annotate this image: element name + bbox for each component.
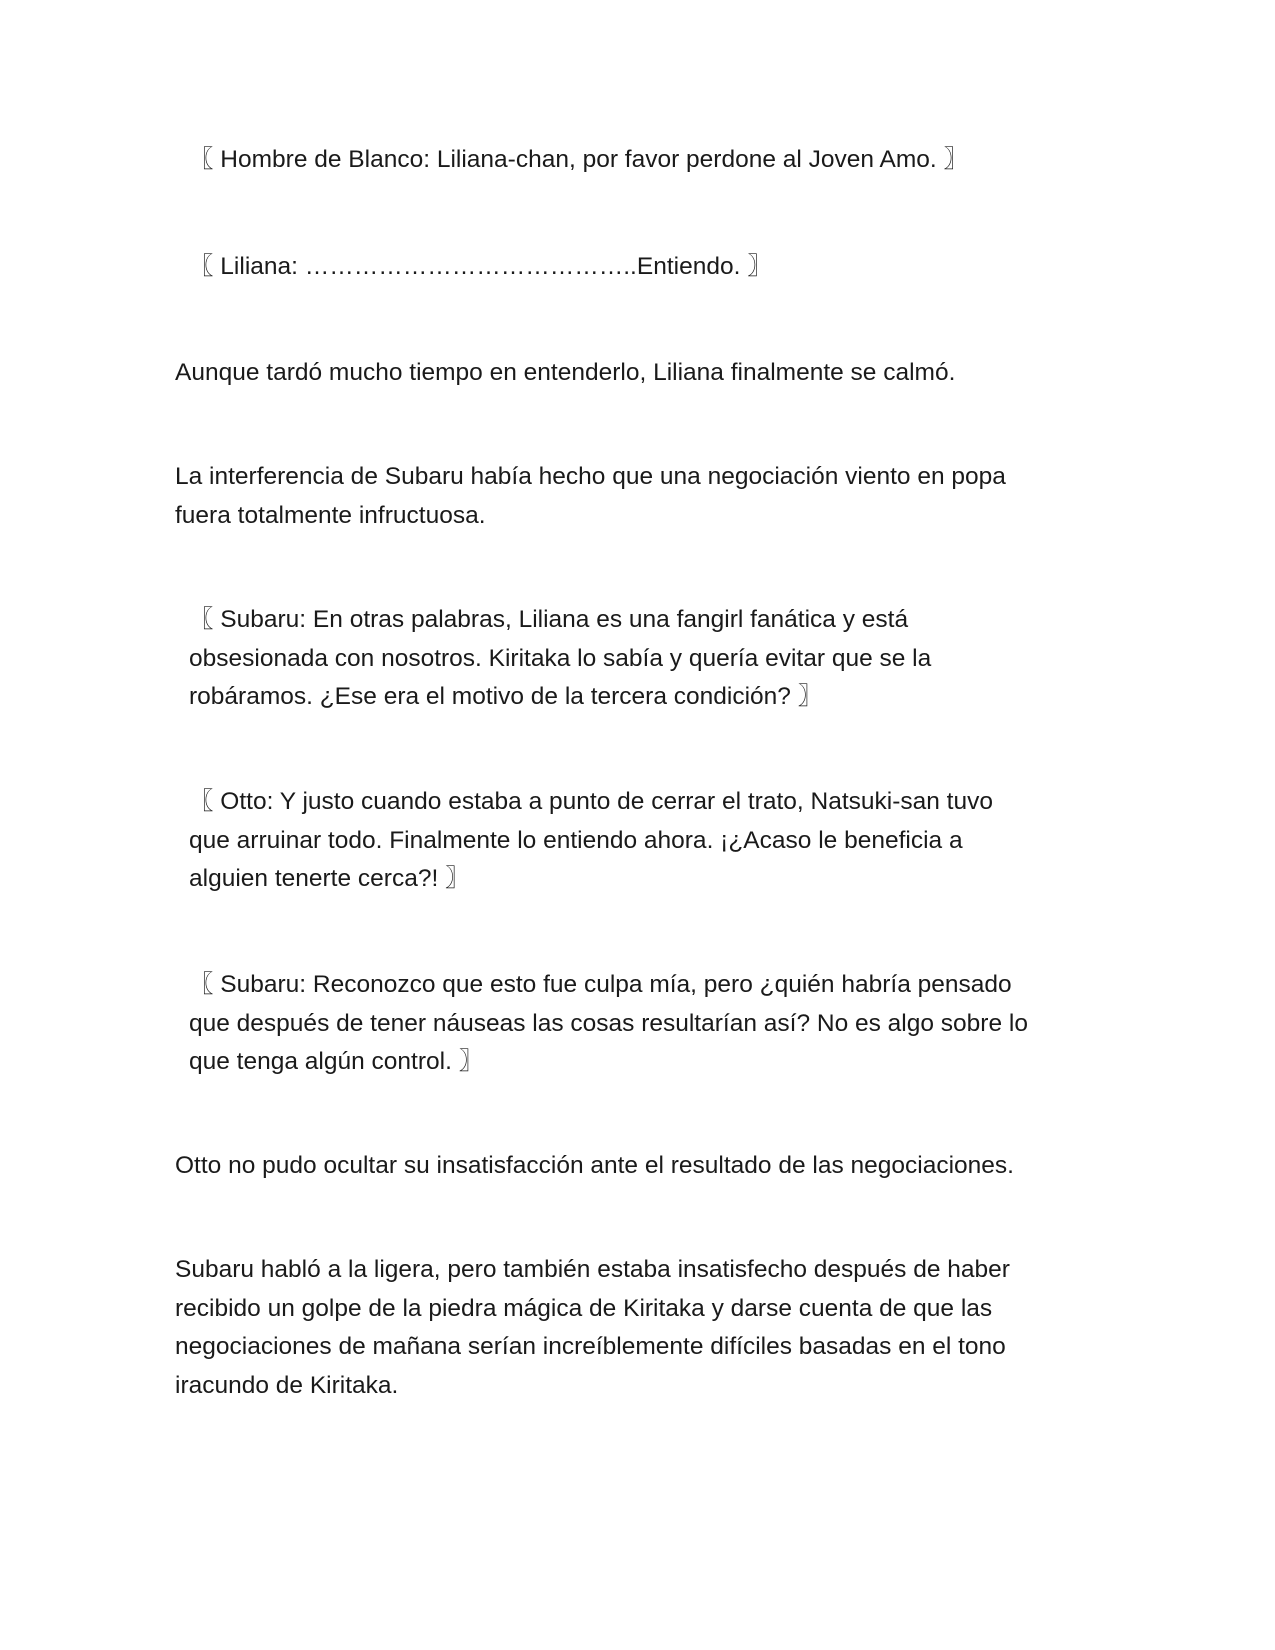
- paragraph-dialogue-liliana: [175, 248, 1109, 287]
- paragraph-line: iracundo de Kiritaka.: [175, 1371, 399, 1399]
- paragraph-dialogue-hombre-de-blanco: [175, 141, 1109, 180]
- paragraph-line: que después de tener náuseas las cosas resultarían así? No es algo sobre lo: [189, 1009, 1028, 1037]
- paragraph-line: 〖 Subaru: Reconozco que esto fue culpa mía, pero ¿quién habría pensado: [189, 971, 1012, 998]
- paragraph-line: que arruinar todo. Finalmente lo entiendo ahora. ¡¿Acaso le beneficia a: [189, 826, 963, 854]
- paragraph-line: obsesionada con nosotros. Kiritaka lo sabía y quería evitar que se la: [189, 644, 932, 672]
- paragraph-line: fuera totalmente infructuosa.: [175, 501, 486, 529]
- paragraph-line: recibido un golpe de la piedra mágica de Kiritaka y darse cuenta de que las: [175, 1294, 993, 1322]
- paragraph-line: Otto no pudo ocultar su insatisfacción ante el resultado de las negociaciones.: [175, 1152, 1014, 1179]
- paragraph-line: Aunque tardó mucho tiempo en entenderlo, Liliana finalmente se calmó.: [175, 359, 956, 386]
- paragraph-dialogue-subaru-culpa: [175, 966, 1109, 1082]
- paragraph-line: 〖 Otto: Y justo cuando estaba a punto de cerrar el trato, Natsuki-san tuvo: [189, 788, 993, 815]
- paragraph-narration-otto-insatisfaccion: [175, 1147, 1095, 1186]
- paragraph-line: robáramos. ¿Ese era el motivo de la tercera condición? 〗: [189, 683, 823, 710]
- paragraph-line: 〖 Hombre de Blanco: Liliana-chan, por favor perdone al Joven Amo. 〗: [189, 146, 968, 173]
- paragraph-dialogue-otto-trato: [175, 783, 1109, 899]
- paragraph-line: 〖 Liliana: …………………………………..Entiendo. 〗: [189, 253, 772, 280]
- paragraph-narration-liliana-calma: [175, 354, 1095, 393]
- paragraph-line: Subaru habló a la ligera, pero también estaba insatisfecho después de haber: [175, 1256, 1010, 1283]
- paragraph-narration-interferencia: [175, 458, 1095, 535]
- paragraph-line: La interferencia de Subaru había hecho que una negociación viento en popa: [175, 463, 1006, 490]
- paragraph-line: negociaciones de mañana serían increíblemente difíciles basadas en el tono: [175, 1333, 1006, 1360]
- paragraph-line: 〖 Subaru: En otras palabras, Liliana es una fangirl fanática y está: [189, 606, 909, 633]
- paragraph-dialogue-subaru-fangirl: [175, 601, 1109, 717]
- paragraph-narration-subaru-ligera: [175, 1251, 1095, 1405]
- paragraph-line: alguien tenerte cerca?! 〗: [189, 865, 470, 892]
- paragraph-line: que tenga algún control. 〗: [189, 1048, 484, 1075]
